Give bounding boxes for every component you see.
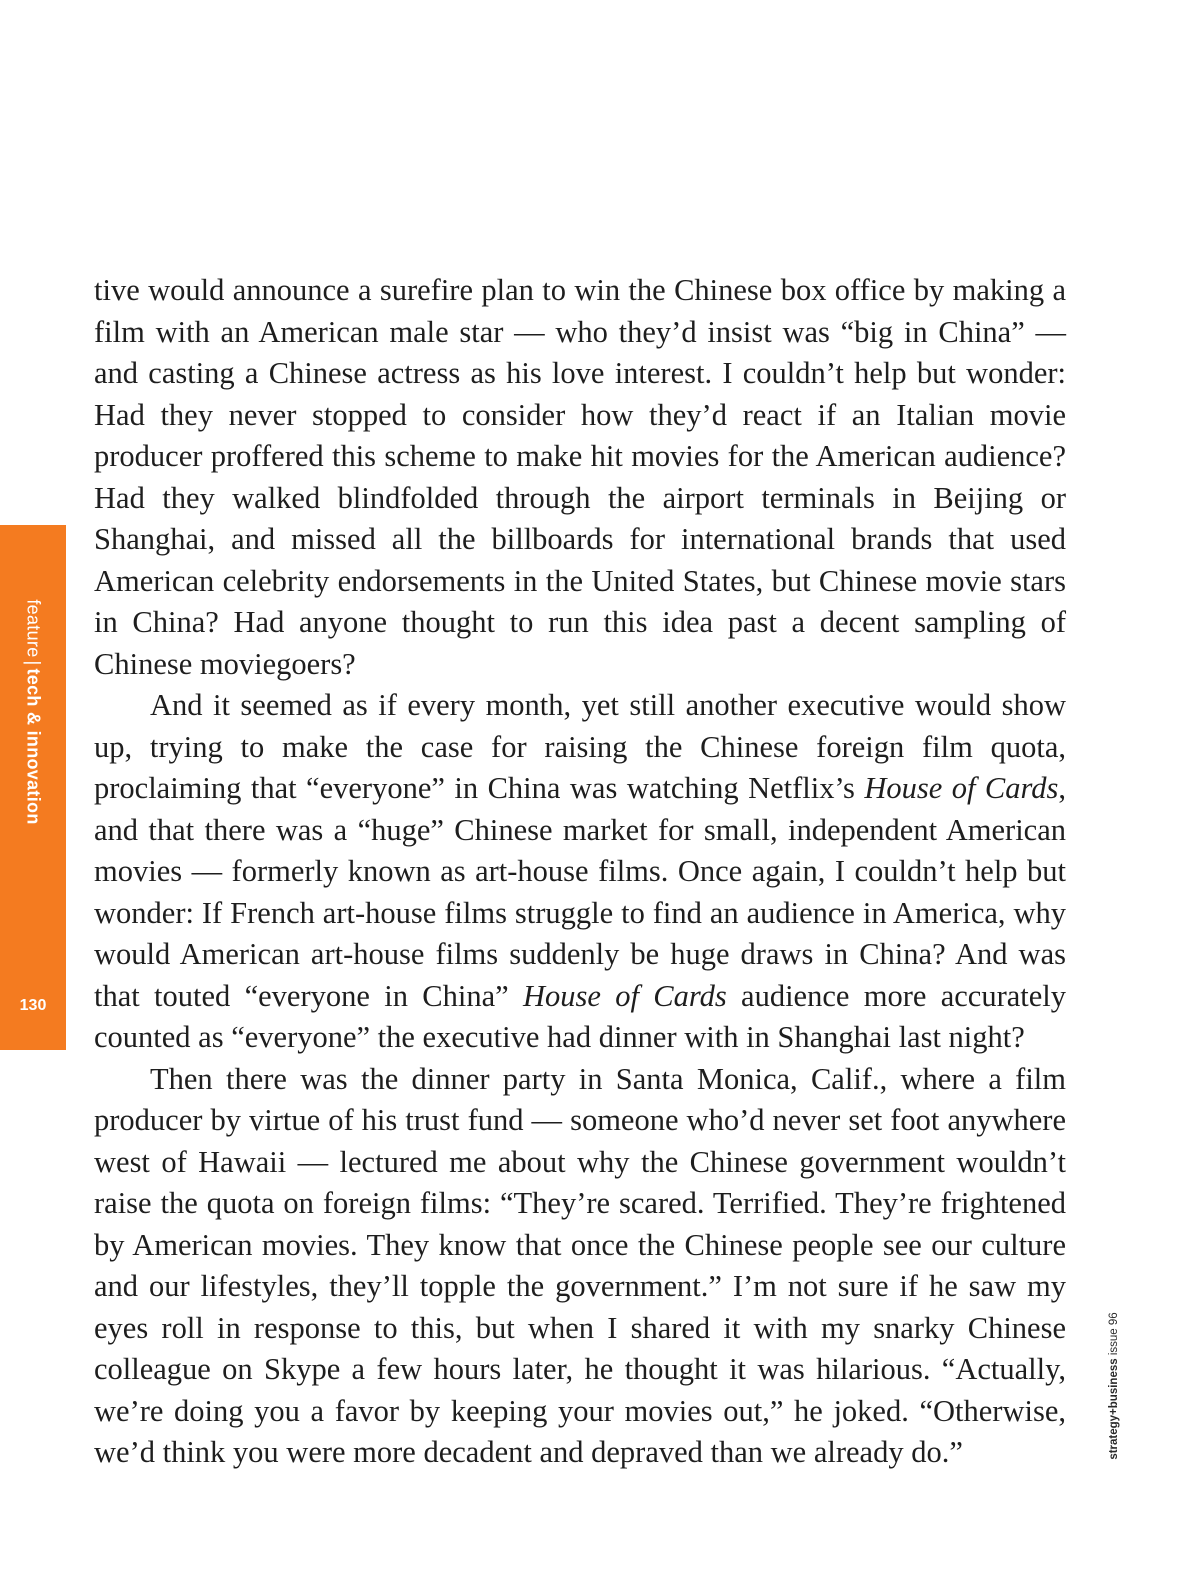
show-title: House of Cards	[522, 978, 727, 1013]
paragraph-2	[94, 685, 1066, 1059]
issue-number: issue 96	[1108, 1312, 1120, 1356]
article-body	[94, 270, 1066, 1474]
paragraph-1: tive would announce a surefire plan to win the Chinese box office by making a film with an American male star — who they’d insist was “big in China” — and casting a Chinese actress as his love interest. I couldn’t help but wonder: Had they never stopped to consider how they’d react if an Italian movie producer proffered this scheme to make hit movies for the American audience? Had they walked blindfolded through the airport terminals in Beijing or Shanghai, and missed all the billboards for international brands that used American celebrity endorsements in the United States, but Chinese movie stars in China? Had anyone thought to run this idea past a decent sampling of Chinese moviegoers?	[94, 273, 1066, 681]
paragraph-2-part-c: audience more accurately counted as “everyone” the executive had dinner with in Shanghai last night?	[94, 978, 1066, 1054]
section-divider: |	[23, 660, 44, 666]
section-topic: tech & innovation	[23, 668, 44, 825]
paragraph-2-part-b: , and that there was a “huge” Chinese market for small, independent American movies — formerly known as art-house films. Once again, I couldn’t help but wonder: If French art-house films struggle to find an audience in America, why would American art-house films suddenly be huge draws in China? And was that touted “everyone in China”	[94, 771, 1066, 1013]
issue-label	[1108, 1312, 1120, 1459]
paragraph-2-part-a: And it seemed as if every month, yet still another executive would show up, trying to make the case for raising the Chinese foreign film quota, proclaiming that “everyone” in China was watching Netflix’s	[94, 688, 1066, 805]
publication-name: strategy+business	[1108, 1358, 1120, 1460]
show-title: House of Cards	[864, 771, 1059, 805]
page-number: 130	[19, 997, 47, 1014]
section-name: feature	[23, 599, 44, 658]
section-label	[23, 599, 44, 824]
paragraph-3: Then there was the dinner party in Santa Monica, Calif., where a film producer by virtue of his trust fund — someone who’d never set foot anywhere west of Hawaii — lectured me about why the Chinese government wouldn’t raise the quota on foreign films: “They’re scared. Terrified. They’re frightened by American movies. They know that once the Chinese people see our culture and our lifestyles, they’ll topple the government.” I’m not sure if he saw my eyes roll in response to this, but when I shared it with my snarky Chinese colleague on Skype a few hours later, he thought it was hilarious. “Actually, we’re doing you a favor by keeping your movies out,” he joked. “Otherwise, we’d think you were more decadent and depraved than we already do.”	[94, 1061, 1066, 1469]
